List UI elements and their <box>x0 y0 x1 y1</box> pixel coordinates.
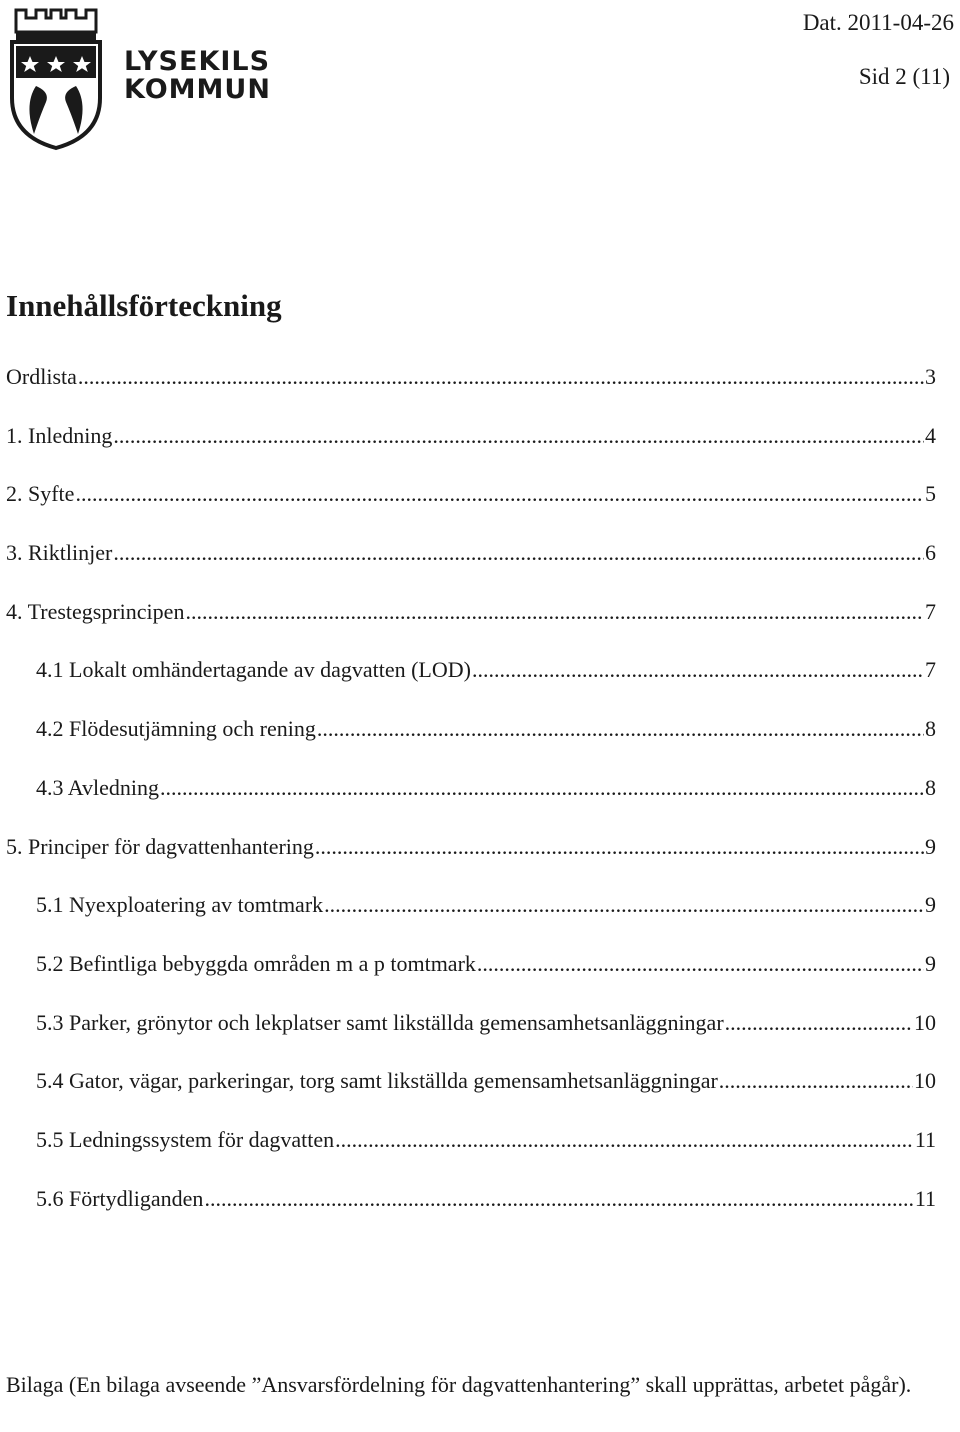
toc-entry[interactable] <box>0 1127 936 1186</box>
toc-entry-label: 1. Inledning <box>6 422 113 448</box>
toc-entry-page: 9 <box>925 833 936 859</box>
municipality-logo <box>6 6 276 152</box>
toc-entry-page: 10 <box>914 1009 936 1035</box>
toc-entry-page: 6 <box>925 540 936 566</box>
toc-entry[interactable] <box>0 481 936 540</box>
toc-leader-dots <box>315 834 924 860</box>
toc-leader-dots <box>317 716 924 742</box>
toc-entry-page: 11 <box>914 1185 936 1211</box>
appendix-note: Bilaga (En bilaga avseende ”Ansvarsfördelning för dagvattenhantering” skall upprättas, arbetet pågår). <box>6 1372 912 1397</box>
toc-leader-dots <box>477 951 924 977</box>
toc-leader-dots <box>204 1186 913 1212</box>
toc-entry-page: 8 <box>925 716 936 742</box>
toc-entry[interactable] <box>0 364 936 423</box>
toc-leader-dots <box>113 423 924 449</box>
toc-entry-label: 5.1 Nyexploatering av tomtmark <box>36 892 324 918</box>
logo-line-2: KOMMUN <box>124 74 271 105</box>
toc-entry-label: 5.5 Ledningssystem för dagvatten <box>36 1126 335 1152</box>
toc-leader-dots <box>719 1068 913 1094</box>
toc-leader-dots <box>113 540 924 566</box>
toc-entry-page: 10 <box>914 1068 936 1094</box>
toc-entry[interactable] <box>0 1186 936 1245</box>
toc-leader-dots <box>160 775 924 801</box>
toc-entry-page: 3 <box>925 364 936 389</box>
toc-entry[interactable] <box>0 775 936 834</box>
toc-leader-dots <box>725 1010 913 1036</box>
toc-entry-label: Ordlista <box>6 364 77 389</box>
toc-entry-label: 4. Trestegsprincipen <box>6 598 185 624</box>
toc-entry-label: 5. Principer för dagvattenhantering <box>6 833 314 859</box>
toc-entry-label: 4.2 Flödesutjämning och rening <box>36 716 316 742</box>
toc-leader-dots <box>75 481 924 507</box>
toc-leader-dots <box>185 599 924 625</box>
toc-entry-label: 3. Riktlinjer <box>6 540 113 566</box>
toc-entry-page: 7 <box>925 598 936 624</box>
toc-entry-page: 8 <box>925 774 936 800</box>
toc-entry-page: 9 <box>925 950 936 976</box>
toc-entry[interactable] <box>0 1068 936 1127</box>
toc-entry-page: 11 <box>914 1126 936 1152</box>
toc-entry-label: 5.2 Befintliga bebyggda områden m a p tomtmark <box>36 950 476 976</box>
document-date: Dat. 2011-04-26 <box>802 10 954 35</box>
toc-entry-page: 9 <box>925 892 936 918</box>
toc-entry-label: 5.3 Parker, grönytor och lekplatser samt likställda gemensamhetsanläggningar <box>36 1009 724 1035</box>
toc-title: Innehållsförteckning <box>6 288 282 323</box>
toc-entry[interactable] <box>0 657 936 716</box>
logo-wordmark <box>124 48 271 104</box>
toc-entry-page: 5 <box>925 481 936 507</box>
toc-entry[interactable] <box>0 951 936 1010</box>
toc-leader-dots <box>472 657 924 683</box>
toc-entry[interactable] <box>0 834 936 893</box>
toc-entry-label: 5.4 Gator, vägar, parkeringar, torg samt likställda gemensamhetsanläggningar <box>36 1068 718 1094</box>
toc-entry[interactable] <box>0 716 936 775</box>
toc-entry[interactable] <box>0 892 936 951</box>
toc-entry[interactable] <box>0 423 936 482</box>
logo-line-1: LYSEKILS <box>124 46 271 77</box>
toc-leader-dots <box>324 892 924 918</box>
toc-entry-label: 4.1 Lokalt omhändertagande av dagvatten (LOD) <box>36 657 471 683</box>
toc-entry-label: 2. Syfte <box>6 481 75 507</box>
toc-entry[interactable] <box>0 599 936 658</box>
toc-entry-label: 4.3 Avledning <box>36 774 160 800</box>
toc-entry[interactable] <box>0 1010 936 1069</box>
toc-leader-dots <box>335 1127 914 1153</box>
toc-entry-page: 7 <box>925 657 936 683</box>
toc-entry-page: 4 <box>925 422 936 448</box>
toc-entry-label: 5.6 Förtydliganden <box>36 1185 204 1211</box>
coat-of-arms-icon <box>6 6 106 152</box>
toc-entry[interactable] <box>0 540 936 599</box>
toc-list <box>0 364 936 1244</box>
toc-leader-dots <box>78 364 924 390</box>
page-number: Sid 2 (11) <box>858 64 950 89</box>
